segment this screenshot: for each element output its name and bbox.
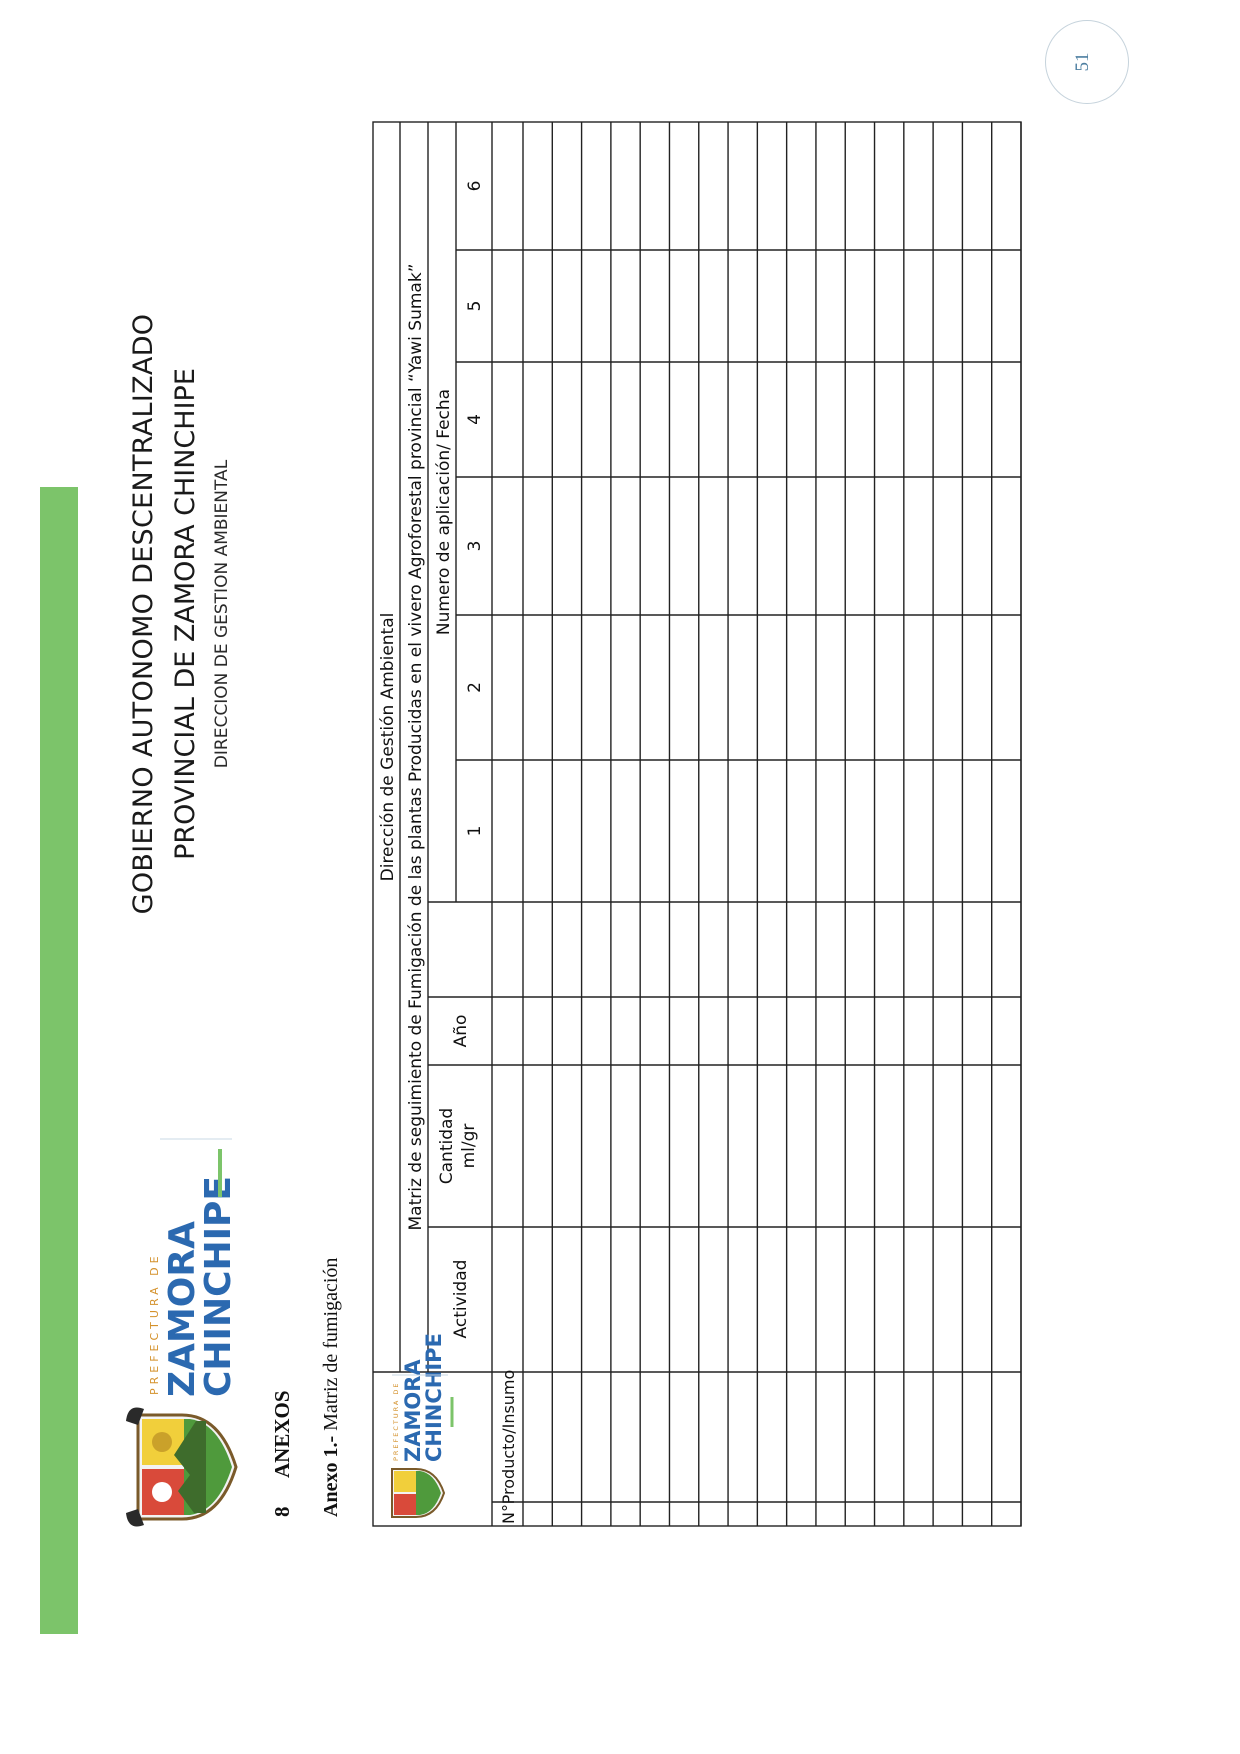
annex-caption xyxy=(320,1258,343,1517)
year-header: Año xyxy=(451,1014,471,1048)
table-logo-small-text: PREFECTURA DE xyxy=(392,1381,400,1461)
application-number-4: 4 xyxy=(465,414,485,425)
application-numbers xyxy=(465,181,485,837)
prefectura-logo xyxy=(120,1077,240,1527)
section-title: ANEXOS xyxy=(270,1390,294,1478)
gov-subtitle: PROVINCIAL DE ZAMORA CHINCHIPE xyxy=(170,368,201,860)
application-number-3: 3 xyxy=(465,540,485,552)
application-number-6: 6 xyxy=(465,180,485,192)
table-logo-line2: CHINCHIPE xyxy=(422,1333,446,1462)
table-matrix-title: Matriz de seguimiento de Fumigación de las plantas Producidas en el vivero Agroforestal provincial “Yawi Sumak” xyxy=(406,263,426,1231)
application-number-5: 5 xyxy=(465,300,485,312)
annex-text: Matriz de fumigación xyxy=(320,1257,342,1431)
table-logo-line1: ZAMORA xyxy=(401,1359,425,1462)
coat-of-arms-icon xyxy=(126,1408,236,1527)
number-header: N° xyxy=(499,1504,518,1524)
annex-label: Anexo 1.- xyxy=(320,1435,342,1517)
logo-small-text: PREFECTURA DE xyxy=(148,1252,161,1395)
fumigation-matrix-table xyxy=(372,121,1022,1527)
gov-title: GOBIERNO AUTONOMO DESCENTRALIZADO xyxy=(128,313,159,915)
activity-header: Actividad xyxy=(451,1259,471,1339)
header-green-bar xyxy=(40,487,78,1634)
page-number-badge xyxy=(1045,20,1129,104)
application-number-2: 2 xyxy=(465,682,485,693)
product-header: Producto/Insumo xyxy=(499,1369,518,1505)
table-logo xyxy=(392,1333,452,1517)
gov-department: DIRECCION DE GESTION AMBIENTAL xyxy=(212,459,232,769)
section-number: 8 xyxy=(270,1506,294,1517)
application-number-1: 1 xyxy=(465,825,485,837)
table-org-name: Dirección de Gestión Ambiental xyxy=(378,612,398,882)
logo-line2: CHINCHIPE xyxy=(198,1176,239,1397)
table-coat-of-arms-icon xyxy=(392,1469,444,1517)
applications-header: Numero de aplicación/ Fecha xyxy=(434,388,454,636)
table-row-lines xyxy=(523,122,1021,1526)
page-number: 51 xyxy=(1072,52,1093,72)
logo-line1: ZAMORA xyxy=(162,1221,203,1397)
quantity-header-line1: Cantidad xyxy=(437,1107,457,1185)
quantity-header-line2: ml/gr xyxy=(459,1123,479,1169)
